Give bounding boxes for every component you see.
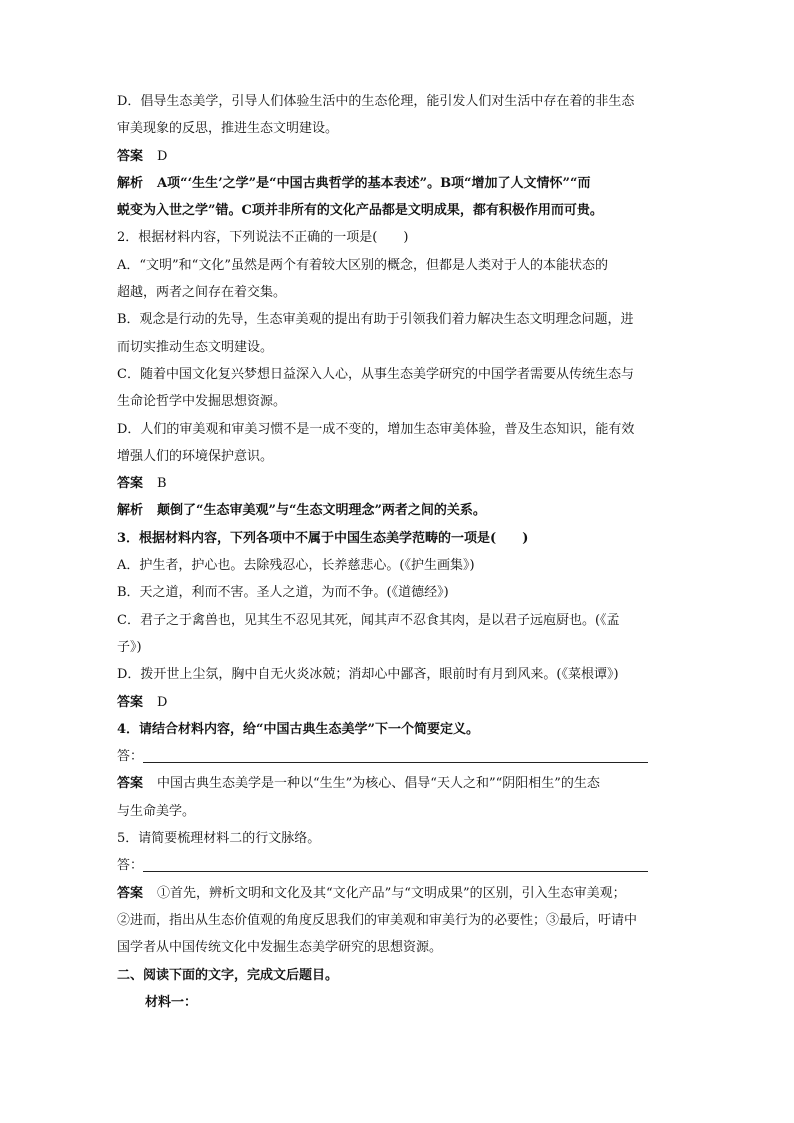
q5-stem: 5．请简要梳理材料二的行文脉络。 — [117, 831, 321, 847]
q5-answer-blank — [117, 852, 677, 879]
q1-analysis-line1 — [117, 170, 677, 197]
q3-option-d: D．拨开世上尘氛，胸中自无火炎冰兢；消却心中鄙吝，眼前时有月到风来。(《菜根谭》) — [117, 667, 619, 683]
q4-answer-line2: 与生命美学。 — [117, 803, 196, 819]
q2-option-d-line2: 增强人们的环境保护意识。 — [117, 448, 274, 464]
q1-option-d-line1: D．倡导生态美学，引导人们体验生活中的生态伦理，能引发人们对生活中存在着的非生态 — [117, 94, 635, 109]
answer-blank-line[interactable] — [143, 855, 648, 872]
q1-answer — [117, 143, 677, 170]
q5-answer-line1 — [117, 880, 677, 907]
q3-answer — [117, 689, 677, 716]
answer-prompt: 答： — [117, 858, 144, 874]
answer-label: 答案 — [117, 694, 144, 710]
q4-stem: 4．请结合材料内容，给“中国古典生态美学”下一个简要定义。 — [117, 721, 480, 737]
section-heading: 二、阅读下面的文字，完成文后题目。 — [117, 967, 339, 983]
q2-answer — [117, 470, 677, 497]
q5-answer-line2: ②进而，指出从生态价值观的角度反思我们的审美观和审美行为的必要性；③最后，吁请中 — [117, 912, 638, 928]
answer-label: 答案 — [117, 776, 144, 792]
q3-stem: 3．根据材料内容，下列各项中不属于中国生态美学范畴的一项是( ) — [117, 530, 529, 546]
answer-label: 答案 — [117, 885, 144, 901]
q1-analysis-line2: 蜕变为入世之学”错。C项并非所有的文化产品都是文明成果，都有积极作用而可贵。 — [117, 203, 603, 219]
answer-label: 答案 — [117, 476, 144, 492]
q2-analysis — [117, 497, 677, 524]
q2-option-b-line1: B．观念是行动的先导，生态审美观的提出有助于引领我们着力解决生态文明理念问题，进 — [117, 312, 634, 328]
answer-value: D — [157, 148, 168, 164]
answer-value: B — [157, 476, 167, 492]
q1-option-d-line2: 审美现象的反思，推进生态文明建设。 — [117, 121, 339, 137]
analysis-label: 解析 — [117, 503, 144, 519]
q2-option-c-line2: 生命论哲学中发掘思想资源。 — [117, 394, 287, 410]
analysis-text: 颠倒了“生态审美观”与“生态文明理念”两者之间的关系。 — [157, 503, 486, 519]
q5-answer-line3: 国学者从中国传统文化中发掘生态美学研究的思想资源。 — [117, 940, 443, 956]
q4-answer-blank — [117, 743, 677, 770]
q2-option-a-line2: 超越，两者之间存在着交集。 — [117, 285, 287, 301]
document-page — [117, 88, 677, 1016]
answer-blank-line[interactable] — [143, 746, 648, 763]
q2-option-b-line2: 而切实推动生态文明建设。 — [117, 339, 274, 355]
q3-option-c-line1: C．君子之于禽兽也，见其生不忍见其死，闻其声不忍食其肉，是以君子远庖厨也。(《孟 — [117, 612, 620, 628]
q2-stem: 2．根据材料内容，下列说法不正确的一项是( ) — [117, 230, 409, 246]
q2-option-c-line1: C．随着中国文化复兴梦想日益深入人心，从事生态美学研究的中国学者需要从传统生态与 — [117, 366, 634, 382]
analysis-text: A项“‘生生’之学”是“中国古典哲学的基本表述”。B项“增加了人文情怀”“而 — [157, 175, 591, 191]
answer-text: 中国古典生态美学是一种以“生生”为核心、倡导“天人之和”“阴阳相生”的生态 — [157, 776, 600, 792]
analysis-label: 解析 — [117, 175, 144, 191]
answer-prompt: 答： — [117, 749, 144, 765]
answer-value: D — [157, 694, 168, 710]
answer-text: ①首先，辨析文明和文化及其“文化产品”与“文明成果”的区别，引入生态审美观； — [157, 885, 626, 901]
q2-option-a-line1: A．“文明”和“文化”虽然是两个有着较大区别的概念，但都是人类对于人的本能状态的 — [117, 257, 608, 273]
q2-option-d-line1: D．人们的审美观和审美习惯不是一成不变的，增加生态审美体验，普及生态知识，能有效 — [117, 421, 635, 437]
answer-label: 答案 — [117, 148, 144, 164]
q4-answer-line1 — [117, 770, 677, 797]
material-label: 材料一： — [145, 994, 198, 1010]
q3-option-b: B．天之道，利而不害。圣人之道，为而不争。(《道德经》) — [117, 585, 449, 601]
q3-option-a: A．护生者，护心也。去除残忍心，长养慈悲心。(《护生画集》) — [117, 558, 475, 574]
q3-option-c-line2: 子》) — [117, 639, 142, 655]
